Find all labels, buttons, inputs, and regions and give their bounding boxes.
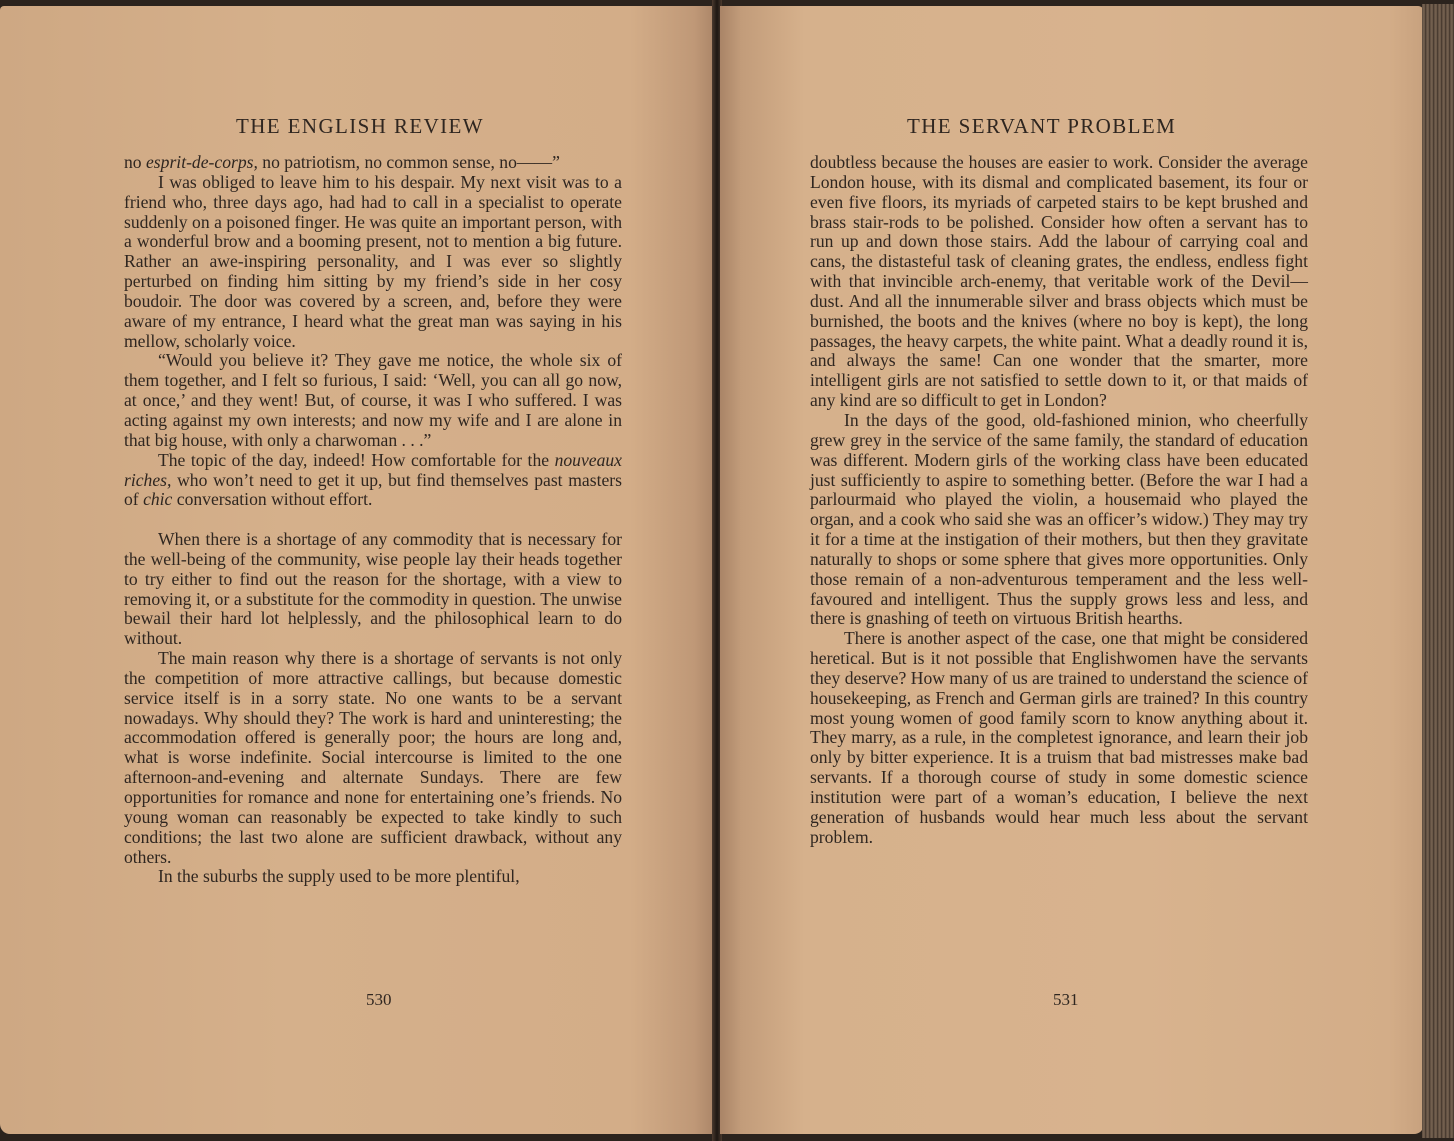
paragraph: In the suburbs the supply used to be more plentiful, bbox=[158, 866, 520, 887]
paragraph: I was obliged to leave him to his despair. My next visit was to a friend who, three days ago, had had to call in a specialist to operate suddenly on a poisoned finger. He was quite an important person, with a wonderful brow and a booming present, not to mention a big future. Rather an awe-inspiring personality, and I was ever so slightly perturbed on finding him sitting by my friend’s side in her cosy boudoir. The door was covered by a screen, and, before they were aware of my entrance, I heard what the great man was saying in his mellow, scholarly voice. bbox=[124, 171, 622, 351]
page-edges bbox=[1422, 4, 1454, 1138]
paragraph: “Would you believe it? They gave me notice, the whole six of them together, and I felt so furious, I said: ‘Well, you can all go now, at once,’ and they went! But, of course, it was I who suffered. I was acting against my own interests; and now my wife and I are alone in that big house, with only a charwoman . . .” bbox=[124, 350, 622, 450]
right-page bbox=[720, 6, 1424, 1134]
page-number: 530 bbox=[366, 990, 392, 1009]
paragraph: no esprit-de-corps, no patriotism, no common sense, no——” bbox=[124, 152, 560, 172]
page-number: 531 bbox=[1053, 990, 1079, 1009]
running-head: THE SERVANT PROBLEM bbox=[907, 114, 1177, 138]
left-page bbox=[0, 6, 716, 1134]
paragraph: There is another aspect of the case, one that might be considered heretical. But is it not possible that Englishwomen have the servants they deserve? How many of us are trained to understand the science of housekeeping, as French and German girls are trained? In this country most young women of good family scorn to know anything about it. They marry, as a rule, in the completest ignorance, and learn their job only by bitter experience. It is a truism that bad mistresses make bad servants. If a thorough course of study in some domestic science institution were part of a woman’s education, I believe the next generation of husbands would hear much less about the servant problem. bbox=[810, 628, 1308, 847]
paragraph: When there is a shortage of any commodity that is necessary for the well-being of the community, wise people lay their heads together to try either to find out the reason for the shortage, with a view to removing it, or a substitute for the commodity in question. The unwise bewail their hard lot helplessly, and the philosophical learn to do without. bbox=[124, 529, 622, 649]
running-head: THE ENGLISH REVIEW bbox=[236, 114, 484, 138]
paragraph: The topic of the day, indeed! How comfortable for the nouveaux riches, who won’t need to get it up, but find themselves past masters of chic conversation without effort. bbox=[124, 449, 622, 510]
page-body-text bbox=[124, 153, 622, 887]
paragraph: In the days of the good, old-fashioned minion, who cheerfully grew grey in the service of the same family, the standard of education was different. Modern girls of the working class have been educated just sufficiently to aspire to something better. (Before the war I had a parlourmaid who played the violin, a housemaid who played the organ, and a cook who said she was an officer’s widow.) They may try it for a time at the instigation of their mothers, but then they gravitate naturally to shops or some sphere that gives more opportunities. Only those remain of a non-adventurous temperament and the less well-favoured and intelligent. Thus the supply grows less and less, and there is gnashing of teeth on virtuous British hearths. bbox=[810, 409, 1308, 629]
page-body-text bbox=[810, 153, 1308, 848]
paragraph: The main reason why there is a shortage of servants is not only the competition of more attractive callings, but because domestic service itself is in a sorry state. No one wants to be a servant nowadays. Why should they? The work is hard and uninteresting; the accommodation offered is generally poor; the hours are long and, what is worse indefinite. Social intercourse is limited to the one afternoon-and-evening and alternate Sundays. There are few opportunities for romance and none for entertaining one’s friends. No young woman can reasonably be expected to take kindly to such conditions; the last two alone are sufficient drawback, without any others. bbox=[124, 648, 622, 867]
paragraph: doubtless because the houses are easier to work. Consider the average London house, with its dismal and complicated basement, its four or even five floors, its myriads of carpeted stairs to be kept brushed and brass stair-rods to be polished. Consider how often a servant has to run up and down those stairs. Add the labour of carrying coal and cans, the distasteful task of cleaning grates, the endless, endless fight with that invincible arch-enemy, that veritable work of the Devil—dust. And all the innumerable silver and brass objects which must be burnished, the boots and the knives (where no boy is kept), the long passages, the heavy carpets, the white paint. What a deadly round it is, and always the same! Can one wonder that the smarter, more intelligent girls are not satisfied to settle down to it, or that maids of any kind are so difficult to get in London? bbox=[810, 152, 1308, 411]
